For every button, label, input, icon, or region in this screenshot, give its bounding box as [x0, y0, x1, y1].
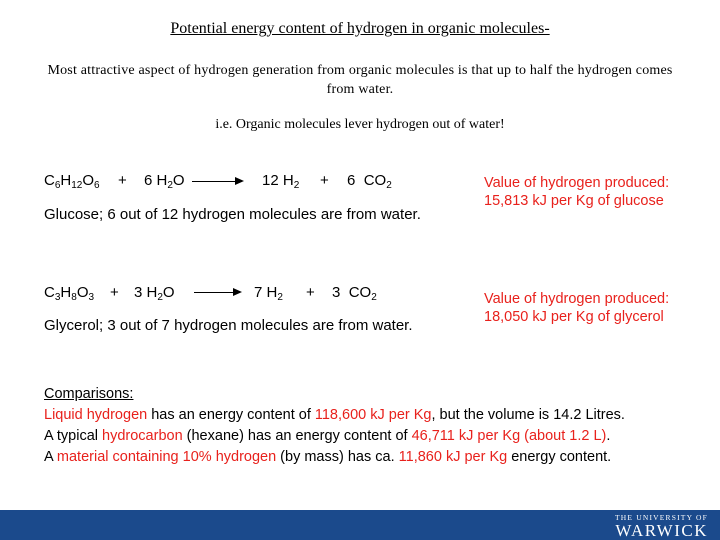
intro-text: Most attractive aspect of hydrogen generation from organic molecules is that up to half the hydrogen comes from water. [47, 63, 673, 97]
glycerol-reactant-1: $C_3H_8O_3$ [44, 284, 95, 303]
university-logo [615, 513, 708, 539]
footer-bar [0, 510, 720, 540]
glucose-reaction-arrow [192, 181, 242, 182]
glucose-value-line-2: 15,813 kJ per Kg of glucose [484, 193, 664, 209]
glucose-product-2: 6 $CO_2$ [347, 172, 392, 191]
glycerol-value [484, 290, 669, 326]
logo-line-2: WARWICK [615, 521, 708, 540]
glycerol-plus-1: + [110, 284, 119, 301]
comparison-line-1: Liquid hydrogen has an energy content of 118,600 kJ per Kg, but the volume is 14.2 Litres. [44, 407, 625, 423]
glycerol-reaction-arrow [194, 292, 240, 293]
glycerol-product-1: 7 $H_2$ [254, 284, 283, 303]
glycerol-value-line-2: 18,050 kJ per Kg of glycerol [484, 309, 664, 325]
comparisons-block [44, 384, 625, 468]
logo-line-1: THE UNIVERSITY OF [614, 513, 708, 522]
glucose-reactant-1: $C_6H_{12}O_6$ [44, 172, 100, 191]
glucose-description: Glucose; 6 out of 12 hydrogen molecules are from water. [44, 206, 421, 223]
comparison-line-3: A material containing 10% hydrogen (by mass) has ca. 11,860 kJ per Kg energy content. [44, 449, 612, 465]
comparisons-heading: Comparisons: [44, 386, 134, 402]
glycerol-reactant-2: 3 $H_2O$ [134, 284, 175, 303]
glucose-plus-1: + [118, 172, 127, 189]
glycerol-plus-2: + [306, 284, 315, 301]
glucose-reactant-2: 6 $H_2O$ [144, 172, 185, 191]
glycerol-value-line-1: Value of hydrogen produced: [484, 291, 670, 307]
glycerol-product-2: 3 $CO_2$ [332, 284, 377, 303]
glycerol-description: Glycerol; 3 out of 7 hydrogen molecules are from water. [44, 317, 413, 334]
glucose-value [484, 174, 669, 210]
slide-title: Potential energy content of hydrogen in organic molecules- [170, 20, 550, 37]
comparison-line-2: A typical hydrocarbon (hexane) has an energy content of 46,711 kJ per Kg (about 1.2 L). [44, 428, 611, 444]
glucose-product-1: 12 $H_2$ [262, 172, 300, 191]
glucose-plus-2: + [320, 172, 329, 189]
ie-line: i.e. Organic molecules lever hydrogen out of water! [215, 117, 505, 132]
glucose-value-line-1: Value of hydrogen produced: [484, 175, 670, 191]
